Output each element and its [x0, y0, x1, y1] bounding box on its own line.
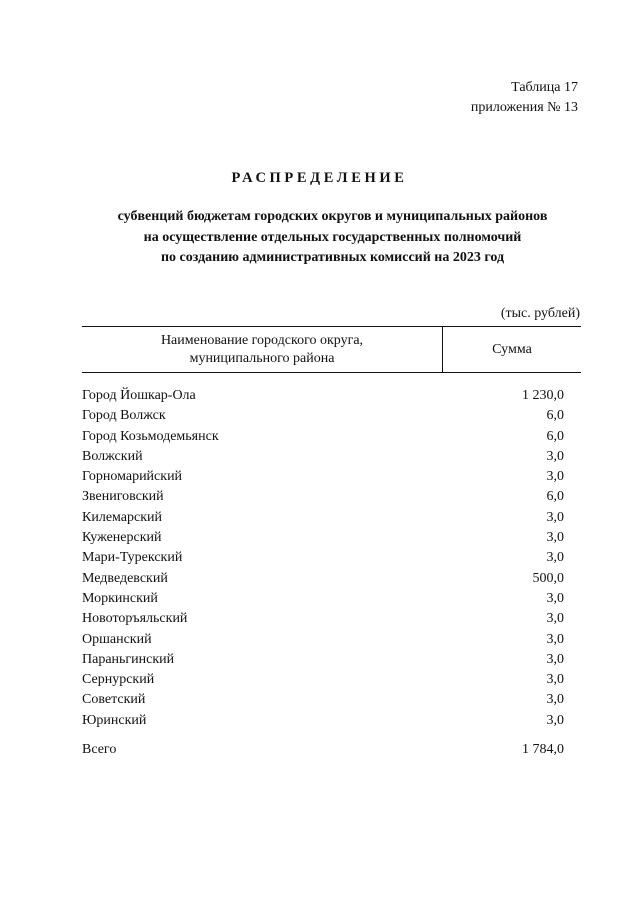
- subtitle-line: на осуществление отдельных государственных полномочий: [143, 229, 522, 245]
- row-sum: 3,0: [546, 469, 564, 485]
- appendix-reference: приложения № 13: [470, 100, 578, 115]
- row-name: Мари-Турекский: [82, 550, 183, 566]
- row-sum: 3,0: [546, 631, 564, 647]
- row-sum: 3,0: [546, 530, 564, 546]
- row-name: Медведевский: [82, 570, 168, 586]
- table-row: [82, 609, 564, 629]
- column-header-sum: Сумма: [492, 341, 532, 357]
- row-sum: 6,0: [546, 408, 564, 424]
- subtitle-line: по созданию административных комиссий на 2023 год: [160, 250, 505, 265]
- table-row: [82, 467, 564, 487]
- row-sum: 3,0: [546, 672, 564, 688]
- row-name: Новоторъяльский: [82, 611, 188, 627]
- row-sum: 3,0: [546, 692, 564, 708]
- row-name: Город Волжск: [82, 408, 166, 424]
- table-reference: Таблица 17: [511, 80, 578, 95]
- table-header: [82, 326, 581, 373]
- subtitle-line: субвенций бюджетам городских округов и муниципальных районов: [117, 209, 548, 224]
- row-name: Юринский: [82, 712, 147, 728]
- table-row: [82, 711, 564, 731]
- table-row: [82, 569, 564, 589]
- row-name: Город Козьмодемьянск: [82, 428, 219, 444]
- row-name: Волжский: [82, 448, 143, 464]
- row-sum: 3,0: [546, 448, 564, 464]
- row-sum: 3,0: [546, 509, 564, 525]
- row-name: Параньгинский: [82, 651, 175, 667]
- table-row: [82, 406, 564, 426]
- row-name: Город Йошкар-Ола: [82, 388, 196, 403]
- row-sum: 6,0: [546, 428, 564, 444]
- column-header-name-line: муниципального района: [189, 350, 335, 366]
- row-name: Советский: [82, 692, 146, 708]
- table-row: [82, 427, 564, 447]
- table-body: [82, 386, 564, 731]
- table-row: [82, 487, 564, 507]
- document-subtitle: [0, 207, 639, 269]
- table-row: [82, 447, 564, 467]
- row-name: Сернурский: [82, 672, 155, 688]
- row-sum: 3,0: [546, 712, 564, 728]
- row-sum: 3,0: [546, 651, 564, 667]
- table-row: [82, 670, 564, 690]
- row-sum: 500,0: [532, 570, 564, 586]
- row-name: Килемарский: [82, 509, 163, 525]
- table-row: [82, 690, 564, 710]
- total-row: [82, 740, 564, 760]
- table-row: [82, 589, 564, 609]
- row-sum: 1 230,0: [522, 388, 564, 403]
- row-name: Куженерский: [82, 530, 162, 546]
- table-row: [82, 528, 564, 548]
- row-sum: 6,0: [546, 489, 564, 505]
- row-name: Моркинский: [82, 590, 158, 606]
- table-row: [82, 650, 564, 670]
- row-sum: 3,0: [546, 611, 564, 627]
- units-label: (тыс. рублей): [500, 306, 580, 321]
- row-sum: 3,0: [546, 550, 564, 566]
- table-row: [82, 630, 564, 650]
- table-row: [82, 548, 564, 568]
- column-header-name-line: Наименование городского округа,: [160, 332, 364, 348]
- row-name: Оршанский: [82, 631, 152, 647]
- total-label: Всего: [82, 742, 117, 757]
- total-sum: 1 784,0: [522, 742, 564, 757]
- column-header-name: [82, 327, 443, 372]
- table-row: [82, 508, 564, 528]
- row-name: Горномарийский: [82, 469, 183, 485]
- document-title: РАСПРЕДЕЛЕНИЕ: [231, 170, 408, 186]
- row-sum: 3,0: [546, 590, 564, 606]
- table-row: [82, 386, 564, 406]
- row-name: Звениговский: [82, 489, 164, 505]
